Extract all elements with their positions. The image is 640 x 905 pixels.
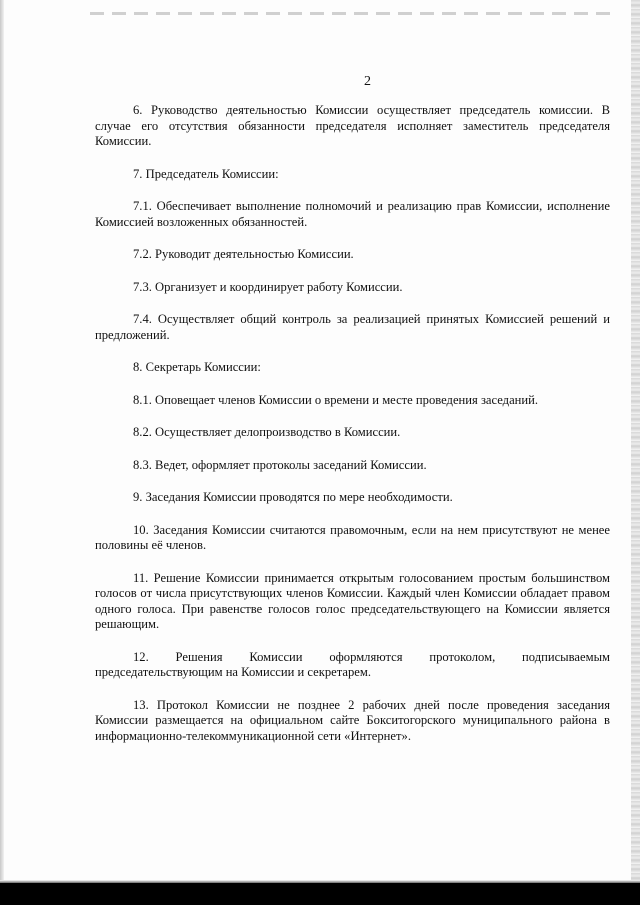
paragraph-8: 8. Секретарь Комиссии: bbox=[133, 360, 261, 374]
paragraph-11: 11. Решение Комиссии принимается открытым голосованием простым большинством голосов от числа присутствующих членов Комиссии. Каждый член Комиссии обладает правом одного голоса. При равенстве голосов голос председательствующего на Комиссии является решающим. bbox=[95, 570, 610, 631]
scan-artifact-bottom bbox=[0, 883, 640, 905]
page-number: 2 bbox=[364, 74, 371, 89]
paragraph-8-3: 8.3. Ведет, оформляет протоколы заседаний Комиссии. bbox=[133, 457, 427, 472]
paragraph-7-1: 7.1. Обеспечивает выполнение полномочий и реализацию прав Комиссии, исполнение Комиссией возложенных обязанностей. bbox=[95, 199, 610, 229]
scan-artifact-left bbox=[0, 0, 4, 905]
paragraph-9: 9. Заседания Комиссии проводятся по мере необходимости. bbox=[133, 490, 453, 504]
paragraph-13: 13. Протокол Комиссии не позднее 2 рабочих дней после проведения заседания Комиссии размещается на официальном сайте Бокситогорского муниципального района в информационно-телекоммуникационной сети «Интернет». bbox=[95, 697, 610, 743]
paragraph-7: 7. Председатель Комиссии: bbox=[133, 166, 279, 181]
document-body bbox=[95, 103, 610, 744]
paragraph-7-4: 7.4. Осуществляет общий контроль за реализацией принятых Комиссией решений и предложений. bbox=[95, 312, 610, 342]
scan-artifact-right bbox=[631, 0, 640, 905]
paragraph-8-2: 8.2. Осуществляет делопроизводство в Комиссии. bbox=[133, 425, 401, 439]
paragraph-10: 10. Заседания Комиссии считаются правомочным, если на нем присутствуют не менее половины её членов. bbox=[95, 522, 610, 552]
scan-artifact-top bbox=[90, 12, 610, 15]
paragraph-12: 12. Решения Комиссии оформляются протоколом, подписываемым председательствующим на Комиссии и секретарем. bbox=[95, 649, 610, 679]
paragraph-8-1: 8.1. Оповещает членов Комиссии о времени и месте проведения заседаний. bbox=[133, 392, 539, 407]
paragraph-6: 6. Руководство деятельностью Комиссии осуществляет председатель комиссии. В случае его отсутствия обязанности председателя исполняет заместитель председателя Комиссии. bbox=[95, 103, 610, 148]
paragraph-7-2: 7.2. Руководит деятельностью Комиссии. bbox=[133, 247, 354, 261]
paragraph-7-3: 7.3. Организует и координирует работу Комиссии. bbox=[133, 279, 403, 294]
